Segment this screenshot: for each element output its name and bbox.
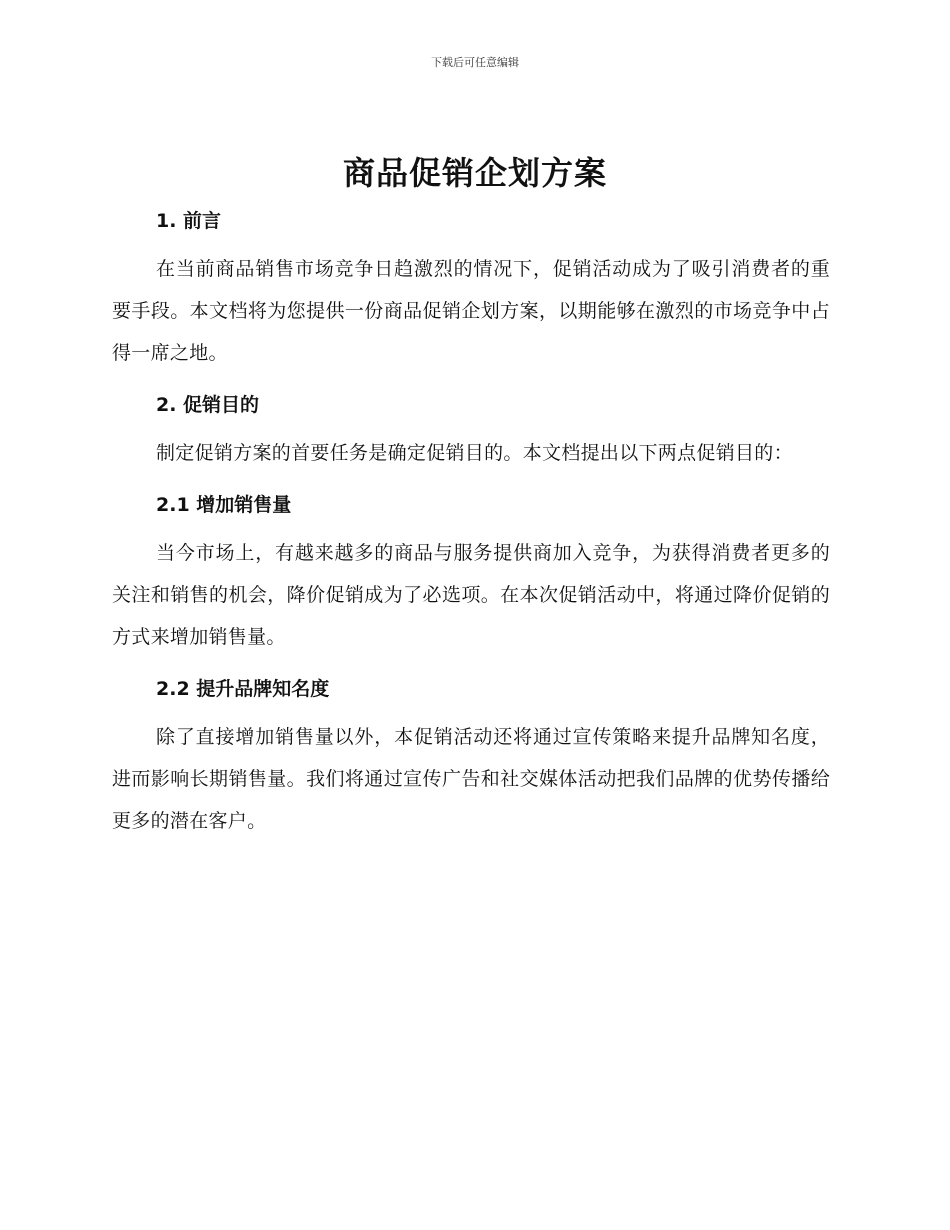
section-heading: 2. 促销目的 bbox=[156, 394, 260, 416]
section-increase-sales bbox=[112, 490, 830, 658]
section-preface bbox=[112, 206, 830, 374]
section-heading: 2.2 提升品牌知名度 bbox=[156, 678, 330, 700]
section-brand-awareness bbox=[112, 674, 830, 842]
section-paragraph: 在当前商品销售市场竞争日趋激烈的情况下，促销活动成为了吸引消费者的重要手段。本文档将为您提供一份商品促销企划方案，以期能够在激烈的市场竞争中占得一席之地。 bbox=[112, 258, 830, 364]
section-paragraph: 当今市场上，有越来越多的商品与服务提供商加入竞争，为获得消费者更多的关注和销售的机会，降价促销成为了必选项。在本次促销活动中，将通过降价促销的方式来增加销售量。 bbox=[112, 542, 830, 648]
section-heading: 2.1 增加销售量 bbox=[156, 494, 292, 516]
document-body bbox=[112, 206, 830, 858]
section-promotion-purpose bbox=[112, 390, 830, 474]
section-paragraph: 除了直接增加销售量以外，本促销活动还将通过宣传策略来提升品牌知名度，进而影响长期销售量。我们将通过宣传广告和社交媒体活动把我们品牌的优势传播给更多的潜在客户。 bbox=[112, 726, 830, 832]
section-heading: 1. 前言 bbox=[156, 210, 222, 232]
document-title: 商品促销企划方案 bbox=[342, 154, 607, 192]
section-paragraph: 制定促销方案的首要任务是确定促销目的。本文档提出以下两点促销目的： bbox=[156, 442, 793, 464]
page-header-note: 下载后可任意编辑 bbox=[431, 56, 519, 69]
